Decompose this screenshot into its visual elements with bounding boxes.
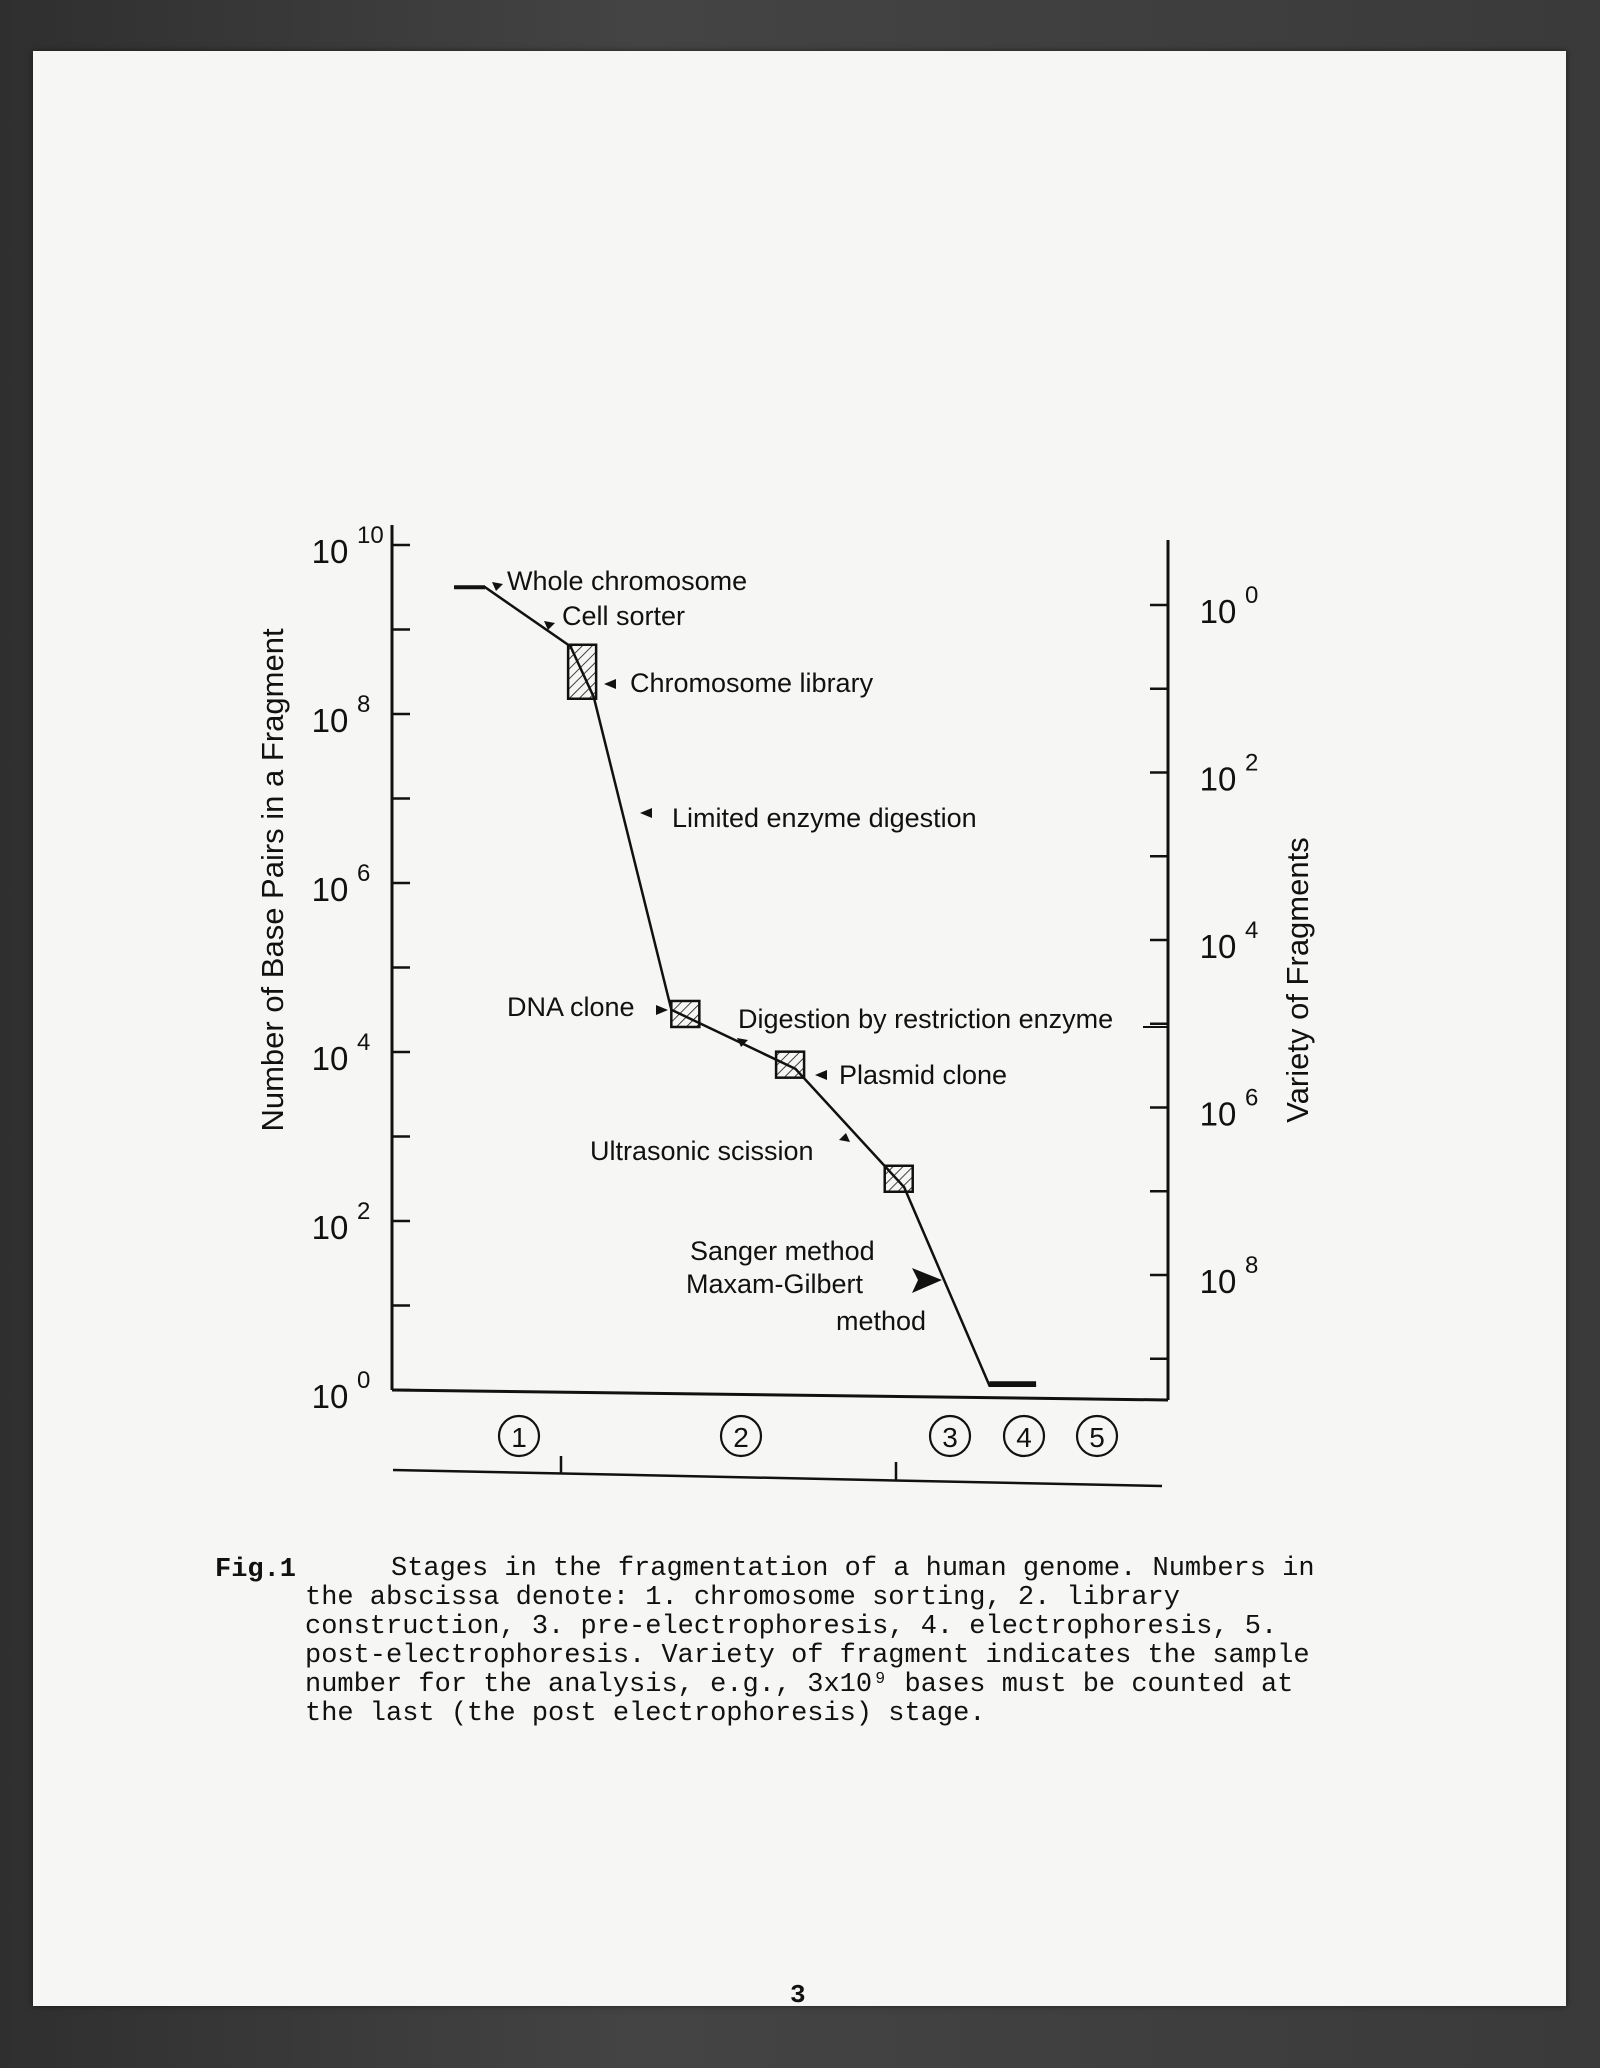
annotation-plasmid-clone: Plasmid clone — [839, 1060, 1008, 1090]
page-number: 3 — [790, 1980, 806, 2010]
arrow-whole-chromosome — [492, 582, 503, 591]
right-tick-label-2: 10 — [1199, 760, 1237, 798]
dna-clone-box — [671, 1001, 699, 1027]
arrow-ultrasonic — [839, 1133, 850, 1142]
stage-label-4: 4 — [1016, 1422, 1032, 1453]
right-tick-exp-6: 6 — [1245, 1084, 1259, 1112]
stage-label-1: 1 — [511, 1422, 527, 1453]
left-tick-label-6: 10 — [311, 871, 349, 908]
left-tick-exp-2: 2 — [357, 1198, 371, 1225]
arrow-plasmid-clone — [815, 1070, 827, 1080]
arrow-limited-enzyme — [640, 808, 652, 818]
right-tick-exp-2: 2 — [1245, 749, 1259, 777]
stage-label-5: 5 — [1089, 1422, 1105, 1453]
right-tick-exp-4: 4 — [1245, 917, 1259, 944]
left-tick-exp-6: 6 — [357, 860, 371, 887]
arrow-sanger — [912, 1268, 942, 1293]
left-tick-label-2: 10 — [311, 1209, 349, 1246]
bottom-axis-line — [392, 1390, 1168, 1400]
annotation-ultrasonic: Ultrasonic scission — [590, 1136, 814, 1166]
stage-label-2: 2 — [733, 1422, 749, 1453]
right-axis-title: Variety of Fragments — [1280, 837, 1315, 1123]
left-tick-exp-0: 0 — [357, 1367, 371, 1394]
chromosome-library-box — [568, 645, 596, 699]
stage-label-3: 3 — [942, 1422, 958, 1453]
right-tick-label-4: 10 — [1199, 928, 1237, 965]
plasmid-clone-box — [776, 1052, 804, 1078]
ultrasonic-box — [885, 1166, 913, 1192]
annotation-whole-chromosome: Whole chromosome — [507, 566, 748, 596]
annotation-digestion-restriction: Digestion by restriction enzyme — [738, 1004, 1114, 1034]
left-tick-label-4: 10 — [311, 1040, 349, 1077]
left-axis-title: Number of Base Pairs in a Fragment — [255, 628, 290, 1132]
right-tick-exp-8: 8 — [1245, 1252, 1259, 1279]
left-tick-label-0: 10 — [311, 1378, 349, 1415]
annotation-chromosome-library: Chromosome library — [630, 668, 874, 698]
left-tick-exp-8: 8 — [357, 691, 371, 718]
arrow-chromosome-library — [604, 679, 616, 689]
right-tick-label-0: 10 — [1199, 593, 1237, 630]
annotation-cell-sorter: Cell sorter — [562, 601, 686, 631]
annotation-dna-clone: DNA clone — [507, 992, 635, 1022]
stage-baseline — [393, 1470, 1162, 1486]
right-tick-exp-0: 0 — [1245, 582, 1259, 609]
right-tick-label-8: 10 — [1199, 1263, 1237, 1300]
left-tick-label-10: 10 — [311, 533, 349, 570]
right-tick-label-6: 10 — [1199, 1095, 1237, 1133]
left-tick-exp-4: 4 — [357, 1029, 371, 1056]
left-tick-exp-10: 10 — [357, 522, 384, 549]
figure-label: Fig.1 — [215, 1555, 297, 1585]
annotation-method: method — [836, 1306, 927, 1336]
annotation-sanger: Sanger method — [690, 1236, 875, 1266]
figure-caption: Stages in the fragmentation of a human genome. Numbers in the abscissa denote: 1. chromosome sorting, 2. library construction, 3. pre-electrophoresis, 4. electrophoresis, 5. post-electrophoresis. Variety of fragment indicates the sample number for the analysis, e.g., 3x10⁹ bases must be counted at the last (the post electrophoresis) stage. — [305, 1554, 1315, 1729]
arrow-dna-clone — [656, 1005, 668, 1015]
left-tick-label-8: 10 — [311, 702, 349, 739]
stage-markers — [393, 1416, 1162, 1486]
annotation-limited-enzyme: Limited enzyme digestion — [672, 803, 977, 833]
series — [454, 587, 1036, 1386]
annotation-maxam: Maxam-Gilbert — [686, 1269, 864, 1299]
boxes — [568, 645, 913, 1192]
